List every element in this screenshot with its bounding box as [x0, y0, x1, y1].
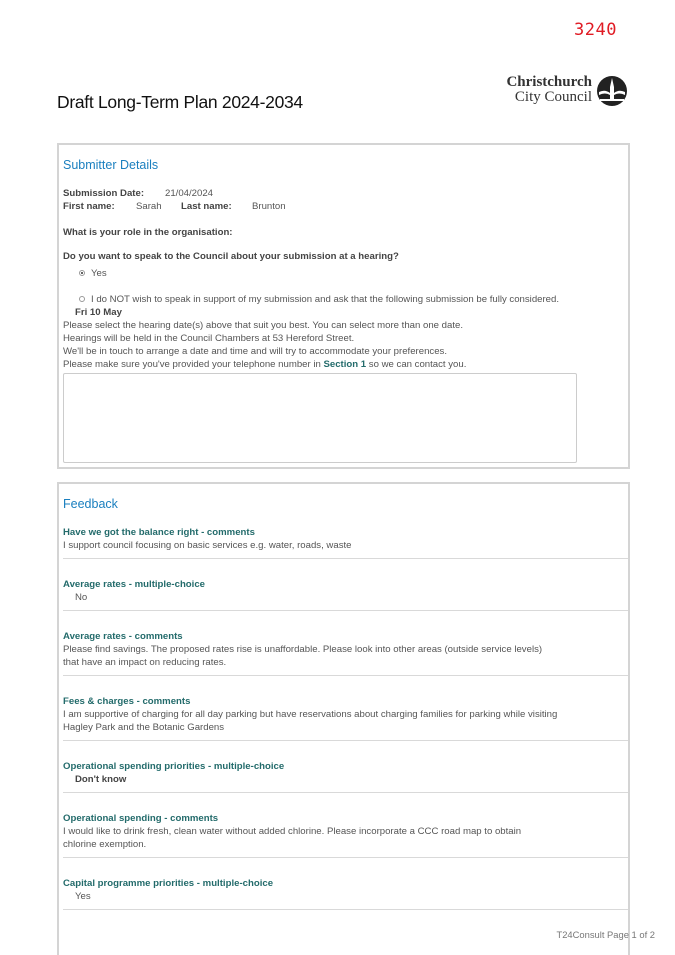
feedback-panel: [57, 482, 630, 955]
logo-line-1: Christchurch: [506, 74, 592, 90]
feedback-answer-4-line-2: Hagley Park and the Botanic Gardens: [63, 722, 225, 733]
hearing-date: Fri 10 May: [75, 307, 122, 318]
section-1-link[interactable]: Section 1: [323, 359, 367, 370]
hearing-info-2: Hearings will be held in the Council Chambers at 53 Hereford Street.: [63, 333, 355, 344]
document-number: 3240: [574, 20, 617, 40]
submitter-details-heading: Submitter Details: [63, 158, 159, 172]
submission-date-label: Submission Date:: [63, 188, 145, 199]
role-question: What is your role in the organisation:: [63, 227, 233, 238]
feedback-answer-3-line-2: that have an impact on reducing rates.: [63, 657, 227, 668]
logo-line-2: City Council: [514, 89, 592, 105]
hearing-info-4-pre: Please make sure you've provided your telephone number in: [63, 359, 324, 370]
divider: [63, 909, 628, 910]
first-name-label: First name:: [63, 201, 115, 212]
feedback-answer-6-line-1: I would like to drink fresh, clean water without added chlorine. Please incorporate a CCC road map to obtain: [63, 826, 522, 837]
feedback-answer-3-line-1: Please find savings. The proposed rates rise is unaffordable. Please look into other areas (outside service levels): [63, 644, 543, 655]
feedback-question-6: Operational spending - comments: [63, 813, 219, 824]
feedback-answer-7-line-1: Yes: [75, 891, 91, 902]
divider: [63, 857, 628, 858]
feedback-question-5: Operational spending priorities - multiple-choice: [63, 761, 285, 772]
last-name-value: Brunton: [252, 201, 286, 212]
hearing-comments-textbox[interactable]: [63, 373, 577, 463]
submission-date-value: 21/04/2024: [165, 188, 214, 199]
feedback-answer-5-line-1: Don't know: [75, 774, 127, 785]
feedback-question-7: Capital programme priorities - multiple-choice: [63, 878, 274, 889]
feedback-answer-6-line-2: chlorine exemption.: [63, 839, 147, 850]
feedback-answer-2-line-1: No: [75, 592, 88, 603]
option-no-label: I do NOT wish to speak in support of my submission and ask that the following submission be fully considered.: [91, 294, 560, 305]
hearing-info-1: Please select the hearing date(s) above that suit you best. You can select more than one date.: [63, 320, 463, 331]
last-name-label: Last name:: [181, 201, 232, 212]
feedback-question-2: Average rates - multiple-choice: [63, 579, 205, 590]
feedback-heading: Feedback: [63, 497, 118, 511]
hearing-info-4-post: so we can contact you.: [366, 359, 467, 370]
divider: [63, 740, 628, 741]
hearing-question: Do you want to speak to the Council about your submission at a hearing?: [63, 251, 399, 262]
divider: [63, 610, 628, 611]
feedback-question-4: Fees & charges - comments: [63, 696, 191, 707]
feedback-answer-4-line-1: I am supportive of charging for all day parking but have reservations about charging families for parking while visiting: [63, 709, 558, 720]
cathedral-logo-icon: [596, 75, 628, 107]
divider: [63, 675, 628, 676]
page-title: Draft Long-Term Plan 2024-2034: [57, 92, 303, 112]
feedback-question-3: Average rates - comments: [63, 631, 183, 642]
page-footer: T24Consult Page 1 of 2: [556, 929, 655, 940]
divider: [63, 558, 628, 559]
divider: [63, 792, 628, 793]
hearing-info-4: [63, 359, 466, 370]
submitter-details-panel: [57, 143, 630, 469]
first-name-value: Sarah: [136, 201, 162, 212]
radio-no[interactable]: [79, 296, 85, 302]
feedback-answer-1-line-1: I support council focusing on basic services e.g. water, roads, waste: [63, 540, 352, 551]
feedback-question-1: Have we got the balance right - comments: [63, 527, 255, 538]
radio-yes[interactable]: [79, 270, 85, 276]
option-yes-label: Yes: [91, 268, 107, 279]
council-logo: [498, 74, 628, 108]
hearing-info-3: We'll be in touch to arrange a date and time and will try to accommodate your preferences.: [63, 346, 448, 357]
